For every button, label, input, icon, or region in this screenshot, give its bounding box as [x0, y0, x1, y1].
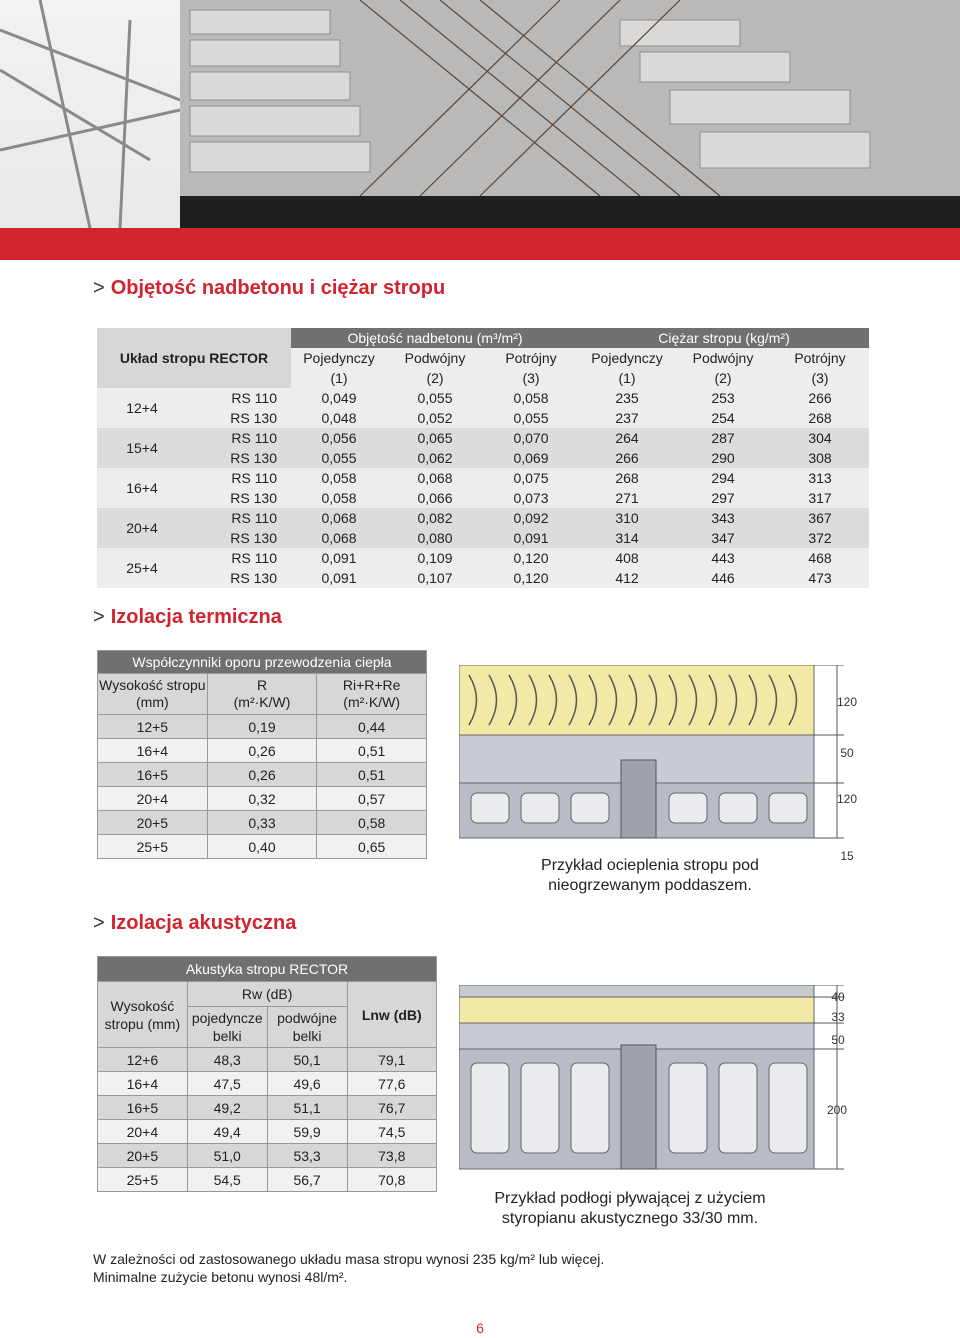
cell-value: 310: [579, 508, 675, 528]
cell-value: 317: [771, 488, 869, 508]
table-row: [98, 1168, 437, 1192]
cell-value: 16+5: [98, 1096, 188, 1120]
cell-value: 0,082: [387, 508, 483, 528]
table-row: [97, 428, 869, 448]
cell-value: 20+4: [98, 1120, 188, 1144]
column-header-volume: Objętość nadbetonu (m³/m²): [291, 328, 579, 348]
cell-value: 0,57: [317, 787, 427, 811]
cell-value: 51,1: [267, 1096, 347, 1120]
cell-value: 343: [675, 508, 771, 528]
cell-value: 47,5: [187, 1072, 267, 1096]
acoustic-diagram: [459, 985, 859, 1175]
cell-value: 0,091: [291, 548, 387, 568]
cell-value: 0,33: [207, 811, 317, 835]
cell-value: 0,65: [317, 835, 427, 859]
cell-value: 59,9: [267, 1120, 347, 1144]
thermal-dim-2: 50: [840, 746, 854, 760]
cell-value: 0,058: [291, 468, 387, 488]
cell-value: 0,109: [387, 548, 483, 568]
table-row: [97, 388, 869, 408]
row-height: 20+4: [97, 508, 187, 548]
thermal-dim-1: 120: [836, 695, 858, 709]
cell-value: 16+5: [98, 763, 208, 787]
cell-value: 0,51: [317, 739, 427, 763]
table-row: [98, 787, 427, 811]
top-banner: [0, 0, 960, 260]
cell-value: 237: [579, 408, 675, 428]
cell-value: 76,7: [347, 1096, 436, 1120]
cell-value: 0,091: [483, 528, 579, 548]
row-system: RS 110: [187, 428, 291, 448]
cell-value: 468: [771, 548, 869, 568]
cell-value: 304: [771, 428, 869, 448]
table-row: [97, 468, 869, 488]
row-system: RS 110: [187, 468, 291, 488]
cell-value: 0,055: [387, 388, 483, 408]
cell-value: 0,26: [207, 739, 317, 763]
table-row: [98, 715, 427, 739]
cell-value: 443: [675, 548, 771, 568]
banner-dark-strip: [180, 196, 960, 228]
cell-value: 408: [579, 548, 675, 568]
thermal-table: [97, 650, 427, 859]
row-system: RS 130: [187, 528, 291, 548]
subheader-2: Potrójny: [483, 348, 579, 368]
thermal-diagram-caption: Przykład ocieplenia stropu pod nieogrzewanym poddaszem.: [541, 857, 759, 894]
cell-value: 0,068: [387, 468, 483, 488]
acoustic-table: [97, 956, 437, 1192]
cell-value: 0,058: [291, 488, 387, 508]
table-row: [97, 508, 869, 528]
cell-value: 0,055: [291, 448, 387, 468]
cell-value: 297: [675, 488, 771, 508]
table-row: [97, 408, 869, 428]
cell-value: 313: [771, 468, 869, 488]
cell-value: 0,065: [387, 428, 483, 448]
cell-value: 0,51: [317, 763, 427, 787]
cell-value: 49,4: [187, 1120, 267, 1144]
cell-value: 446: [675, 568, 771, 588]
table-row: [98, 1096, 437, 1120]
cell-value: 25+5: [98, 835, 208, 859]
subheader-idx-5: (3): [771, 368, 869, 388]
cell-value: 0,066: [387, 488, 483, 508]
cell-value: 308: [771, 448, 869, 468]
cell-value: 290: [675, 448, 771, 468]
row-height: 15+4: [97, 428, 187, 468]
cell-value: 0,26: [207, 763, 317, 787]
row-system: RS 110: [187, 508, 291, 528]
cell-value: 0,40: [207, 835, 317, 859]
row-height: 25+4: [97, 548, 187, 588]
table-row: [98, 835, 427, 859]
table-row: [97, 528, 869, 548]
section-title-volume: > Objętość nadbetonu i ciężar stropu: [93, 277, 446, 299]
column-header-system: Układ stropu RECTOR: [97, 328, 291, 388]
row-system: RS 130: [187, 408, 291, 428]
cell-value: 77,6: [347, 1072, 436, 1096]
cell-value: 235: [579, 388, 675, 408]
cell-value: 51,0: [187, 1144, 267, 1168]
cell-value: 20+5: [98, 1144, 188, 1168]
thermal-header-r: R (m²·K/W): [207, 674, 317, 715]
cell-value: 0,049: [291, 388, 387, 408]
cell-value: 0,052: [387, 408, 483, 428]
row-system: RS 130: [187, 568, 291, 588]
cell-value: 372: [771, 528, 869, 548]
table-row: [98, 1120, 437, 1144]
table-row: [98, 1048, 437, 1072]
acoustic-header-height: Wysokość stropu (mm): [98, 982, 188, 1048]
subheader-1: Podwójny: [387, 348, 483, 368]
subheader-5: Potrójny: [771, 348, 869, 368]
table-row: [97, 448, 869, 468]
cell-value: 264: [579, 428, 675, 448]
cell-value: 12+6: [98, 1048, 188, 1072]
cell-value: 0,073: [483, 488, 579, 508]
table-row: [97, 488, 869, 508]
subheader-3: Pojedynczy: [579, 348, 675, 368]
cell-value: 314: [579, 528, 675, 548]
subheader-idx-0: (1): [291, 368, 387, 388]
cell-value: 50,1: [267, 1048, 347, 1072]
acoustic-diagram-caption: Przykład podłogi pływającej z użyciem styropianu akustycznego 33/30 mm.: [494, 1190, 766, 1227]
section-title-acoustic: > Izolacja akustyczna: [93, 912, 297, 934]
thermal-dim-3: 120: [836, 792, 858, 806]
cell-value: 347: [675, 528, 771, 548]
table-row: [98, 1144, 437, 1168]
thermal-diagram: [459, 665, 859, 865]
section-title-thermal: > Izolacja termiczna: [93, 606, 282, 628]
cell-value: 0,070: [483, 428, 579, 448]
cell-value: 73,8: [347, 1144, 436, 1168]
cell-value: 0,080: [387, 528, 483, 548]
cell-value: 0,048: [291, 408, 387, 428]
cell-value: 253: [675, 388, 771, 408]
subheader-0: Pojedynczy: [291, 348, 387, 368]
subheader-idx-4: (2): [675, 368, 771, 388]
table-row: [98, 1072, 437, 1096]
thermal-header-rtotal: Ri+R+Re (m²·K/W): [317, 674, 427, 715]
cell-value: 0,091: [291, 568, 387, 588]
cell-value: 79,1: [347, 1048, 436, 1072]
row-system: RS 110: [187, 388, 291, 408]
acoustic-header-lnw: Lnw (dB): [347, 982, 436, 1048]
acoustic-header-single: pojedyncze belki: [187, 1007, 267, 1048]
cell-value: 48,3: [187, 1048, 267, 1072]
cell-value: 0,058: [483, 388, 579, 408]
banner-red-strip: [0, 228, 960, 260]
row-system: RS 130: [187, 488, 291, 508]
cell-value: 0,44: [317, 715, 427, 739]
cell-value: 16+4: [98, 1072, 188, 1096]
cell-value: 49,2: [187, 1096, 267, 1120]
subheader-idx-1: (2): [387, 368, 483, 388]
cell-value: 53,3: [267, 1144, 347, 1168]
row-system: RS 110: [187, 548, 291, 568]
cell-value: 16+4: [98, 739, 208, 763]
cell-value: 412: [579, 568, 675, 588]
table-row: [97, 568, 869, 588]
subheader-idx-3: (1): [579, 368, 675, 388]
cell-value: 0,120: [483, 548, 579, 568]
cell-value: 0,068: [291, 508, 387, 528]
cell-value: 56,7: [267, 1168, 347, 1192]
cell-value: 294: [675, 468, 771, 488]
table-row: [98, 763, 427, 787]
thermal-table-caption: Współczynniki oporu przewodzenia ciepła: [98, 651, 427, 674]
cell-value: 268: [579, 468, 675, 488]
cell-value: 20+5: [98, 811, 208, 835]
cell-value: 266: [579, 448, 675, 468]
cell-value: 0,068: [291, 528, 387, 548]
acoustic-header-rw: Rw (dB): [187, 982, 347, 1007]
cell-value: 0,055: [483, 408, 579, 428]
table-row: [97, 548, 869, 568]
acoustic-table-caption: Akustyka stropu RECTOR: [98, 957, 437, 982]
table-row: [98, 739, 427, 763]
cell-value: 0,092: [483, 508, 579, 528]
cell-value: 0,58: [317, 811, 427, 835]
column-header-weight: Ciężar stropu (kg/m²): [579, 328, 869, 348]
cell-value: 49,6: [267, 1072, 347, 1096]
cell-value: 54,5: [187, 1168, 267, 1192]
thermal-header-height: Wysokość stropu (mm): [98, 674, 208, 715]
cell-value: 12+5: [98, 715, 208, 739]
acoustic-dim-1: 40: [831, 990, 845, 1004]
page-number: 6: [476, 1320, 484, 1336]
row-height: 16+4: [97, 468, 187, 508]
cell-value: 70,8: [347, 1168, 436, 1192]
construction-photo: [0, 0, 960, 228]
volume-weight-table: [97, 328, 869, 588]
acoustic-header-double: podwójne belki: [267, 1007, 347, 1048]
cell-value: 20+4: [98, 787, 208, 811]
cell-value: 268: [771, 408, 869, 428]
cell-value: 0,056: [291, 428, 387, 448]
acoustic-dim-4: 200: [826, 1103, 848, 1117]
cell-value: 271: [579, 488, 675, 508]
cell-value: 0,19: [207, 715, 317, 739]
cell-value: 0,062: [387, 448, 483, 468]
cell-value: 0,075: [483, 468, 579, 488]
row-height: 12+4: [97, 388, 187, 428]
footnote: W zależności od zastosowanego układu masa stropu wynosi 235 kg/m² lub więcej. Minimalne zużycie betonu wynosi 48l/m².: [93, 1251, 605, 1285]
cell-value: 0,107: [387, 568, 483, 588]
acoustic-dim-3: 50: [831, 1033, 845, 1047]
thermal-dim-4: 15: [840, 849, 854, 863]
cell-value: 0,120: [483, 568, 579, 588]
cell-value: 254: [675, 408, 771, 428]
cell-value: 0,069: [483, 448, 579, 468]
subheader-idx-2: (3): [483, 368, 579, 388]
cell-value: 473: [771, 568, 869, 588]
cell-value: 367: [771, 508, 869, 528]
table-row: [98, 811, 427, 835]
acoustic-dim-2: 33: [831, 1010, 845, 1024]
subheader-4: Podwójny: [675, 348, 771, 368]
cell-value: 266: [771, 388, 869, 408]
cell-value: 25+5: [98, 1168, 188, 1192]
row-system: RS 130: [187, 448, 291, 468]
cell-value: 287: [675, 428, 771, 448]
cell-value: 74,5: [347, 1120, 436, 1144]
cell-value: 0,32: [207, 787, 317, 811]
